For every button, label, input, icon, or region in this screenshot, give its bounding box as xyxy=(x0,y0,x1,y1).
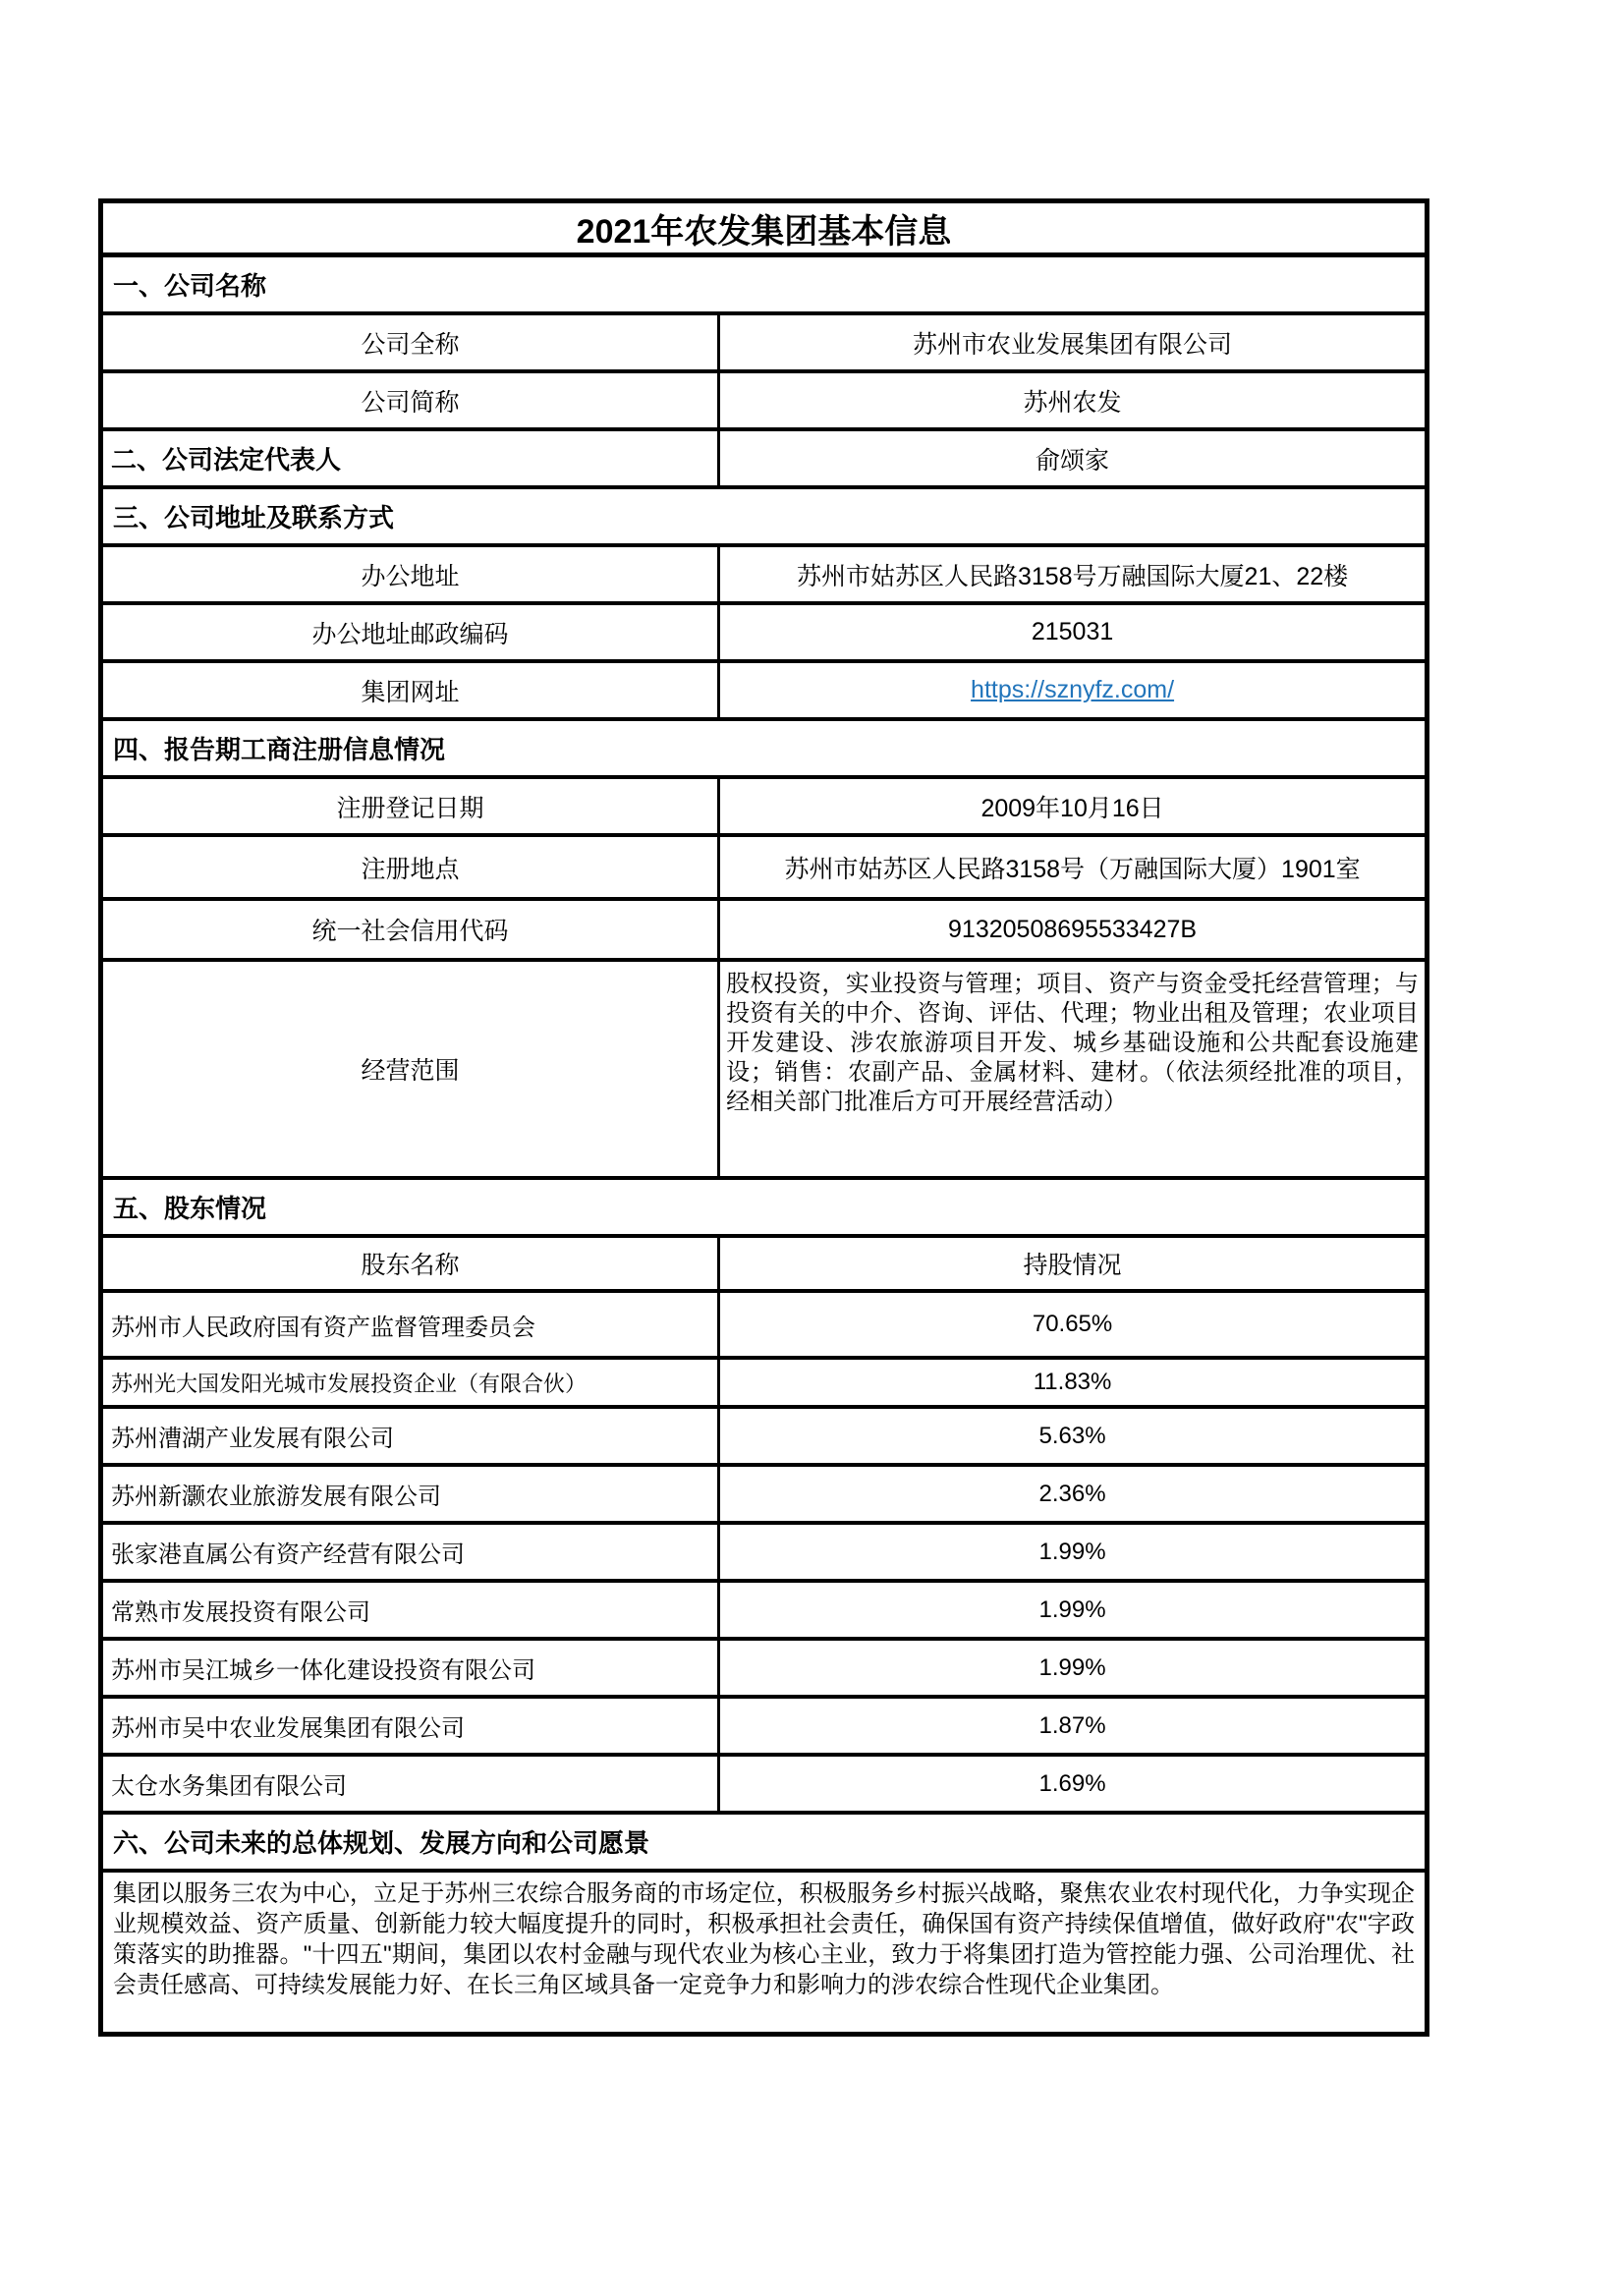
section-header-legal-representative: 二、公司法定代表人 xyxy=(103,431,720,485)
row-label: 办公地址 xyxy=(103,547,720,601)
table-row-office-address xyxy=(103,547,1425,605)
table-title-row xyxy=(103,203,1425,257)
row-label: 集团网址 xyxy=(103,663,720,717)
table-row-registration-date xyxy=(103,779,1425,837)
table-row-business-scope xyxy=(103,962,1425,1180)
document-title: 2021年农发集团基本信息 xyxy=(576,212,952,251)
section-header-future-plan xyxy=(103,1815,1425,1873)
shareholder-name: 苏州市吴中农业发展集团有限公司 xyxy=(103,1699,720,1753)
row-value: 股权投资，实业投资与管理；项目、资产与资金受托经营管理；与投资有关的中介、咨询、评估、代理；物业出租及管理；农业项目开发建设、涉农旅游项目开发、城乡基础设施和公共配套设施建设；销售：农副产品、金属材料、建材。（依法须经批准的项目，经相关部门批准后方可开展经营活动） xyxy=(726,971,1419,1115)
section-header-label: 三、公司地址及联系方式 xyxy=(113,503,395,532)
table-row xyxy=(103,1360,1425,1409)
row-value: 91320508695533427B xyxy=(948,915,1198,943)
shareholder-percentage: 11.83% xyxy=(1033,1369,1112,1395)
shareholder-percentage: 1.69% xyxy=(1038,1769,1106,1797)
shareholder-name: 太仓水务集团有限公司 xyxy=(103,1757,720,1811)
row-value: 苏州市姑苏区人民路3158号（万融国际大厦）1901室 xyxy=(784,855,1361,883)
row-label: 经营范围 xyxy=(103,962,720,1176)
section-header-label: 一、公司名称 xyxy=(113,271,267,301)
shareholder-percentage: 1.99% xyxy=(1038,1596,1106,1623)
shareholder-percentage: 70.65% xyxy=(1032,1311,1113,1337)
section-header-label: 四、报告期工商注册信息情况 xyxy=(113,735,446,764)
shareholder-name: 苏州市人民政府国有资产监督管理委员会 xyxy=(103,1293,720,1356)
section-header-label: 五、股东情况 xyxy=(113,1194,267,1223)
row-label: 办公地址邮政编码 xyxy=(103,605,720,659)
table-row-postal-code xyxy=(103,605,1425,663)
section-header-shareholders xyxy=(103,1180,1425,1238)
website-link[interactable]: https://sznyfz.com/ xyxy=(971,676,1175,703)
table-row-legal-representative xyxy=(103,431,1425,489)
table-row-full-name xyxy=(103,315,1425,373)
shareholder-name: 苏州漕湖产业发展有限公司 xyxy=(103,1409,720,1463)
section-header-label: 六、公司未来的总体规划、发展方向和公司愿景 xyxy=(113,1828,650,1858)
row-value: 苏州市姑苏区人民路3158号万融国际大厦21、22楼 xyxy=(796,562,1349,590)
table-row xyxy=(103,1409,1425,1467)
row-value: 苏州市农业发展集团有限公司 xyxy=(913,330,1233,359)
section-header-company-name xyxy=(103,257,1425,315)
shareholder-name: 苏州光大国发阳光城市发展投资企业（有限合伙） xyxy=(103,1360,720,1405)
shareholder-name: 张家港直属公有资产经营有限公司 xyxy=(103,1525,720,1579)
row-value: 苏州农发 xyxy=(1023,388,1122,417)
table-row-vision-paragraph xyxy=(103,1873,1425,2032)
table-row-registration-place xyxy=(103,837,1425,901)
table-row xyxy=(103,1699,1425,1757)
table-row xyxy=(103,1525,1425,1583)
shareholder-percentage: 5.63% xyxy=(1038,1422,1106,1449)
shareholder-percentage: 1.87% xyxy=(1038,1711,1106,1739)
shareholder-name: 苏州市吴江城乡一体化建设投资有限公司 xyxy=(103,1641,720,1695)
company-info-table xyxy=(98,198,1429,2037)
row-label: 统一社会信用代码 xyxy=(103,901,720,958)
table-row xyxy=(103,1467,1425,1525)
row-label: 注册登记日期 xyxy=(103,779,720,833)
table-row xyxy=(103,1641,1425,1699)
row-value: 2009年10月16日 xyxy=(980,794,1164,822)
section-header-registration-info xyxy=(103,721,1425,779)
section-header-address-contact xyxy=(103,489,1425,547)
table-row-website xyxy=(103,663,1425,721)
row-value: 215031 xyxy=(1031,618,1114,645)
shareholder-name: 苏州新灏农业旅游发展有限公司 xyxy=(103,1467,720,1521)
table-row xyxy=(103,1757,1425,1815)
vision-paragraph-text: 集团以服务三农为中心，立足于苏州三农综合服务商的市场定位，积极服务乡村振兴战略，聚焦农业农村现代化，力争实现企业规模效益、资产质量、创新能力较大幅度提升的同时，积极承担社会责任，确保国有资产持续保值增值，做好政府"农"字政策落实的助推器。"十四五"期间，集团以农村金融与现代农业为核心主业，致力于将集团打造为管控能力强、公司治理优、社会责任感高、可持续发展能力好、在长三角区域具备一定竞争力和影响力的涉农综合性现代企业集团。 xyxy=(113,1880,1415,1998)
row-label: 公司简称 xyxy=(103,373,720,427)
table-row-short-name xyxy=(103,373,1425,431)
column-header-shareholder-name: 股东名称 xyxy=(103,1238,720,1289)
table-row xyxy=(103,1293,1425,1360)
shareholder-percentage: 2.36% xyxy=(1038,1480,1106,1507)
row-label: 注册地点 xyxy=(103,837,720,897)
shareholder-percentage: 1.99% xyxy=(1038,1653,1106,1681)
shareholder-table-header-row xyxy=(103,1238,1425,1293)
row-value: 俞颂家 xyxy=(1036,446,1110,475)
column-header-shareholding: 持股情况 xyxy=(1023,1252,1122,1279)
table-row xyxy=(103,1583,1425,1641)
row-label: 公司全称 xyxy=(103,315,720,369)
table-row-credit-code xyxy=(103,901,1425,962)
shareholder-name: 常熟市发展投资有限公司 xyxy=(103,1583,720,1637)
shareholder-percentage: 1.99% xyxy=(1038,1538,1106,1565)
